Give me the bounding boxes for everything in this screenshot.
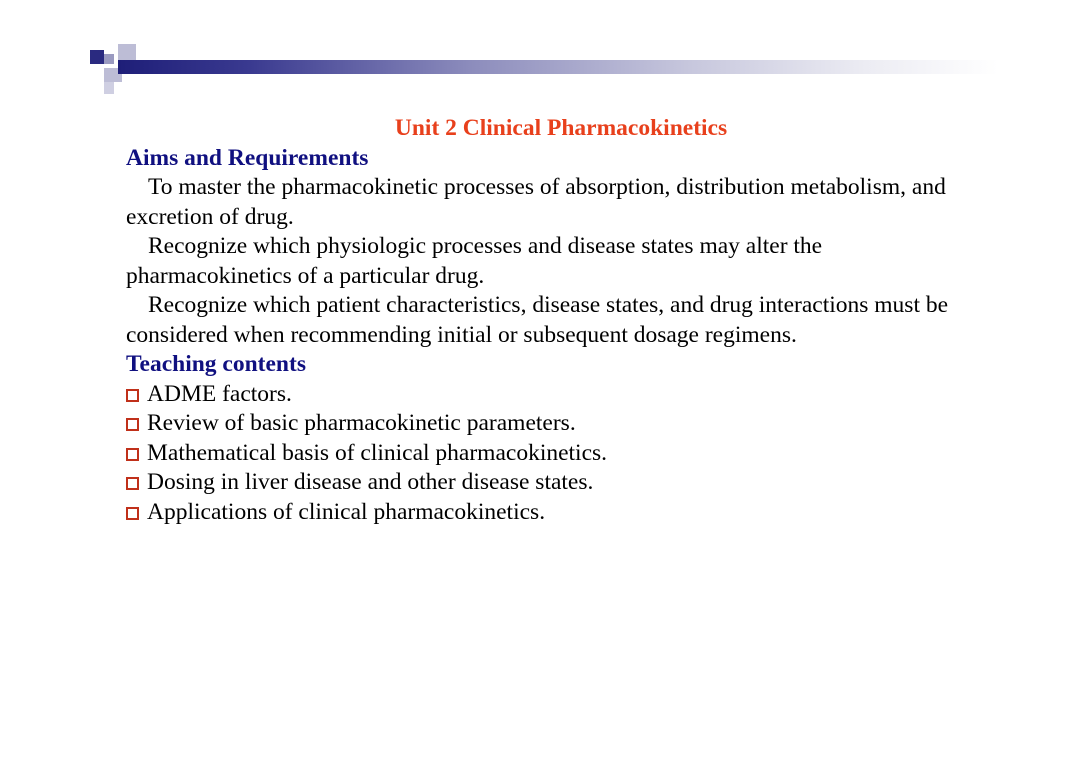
slide-content [126, 114, 956, 527]
hollow-square-icon [126, 448, 139, 461]
aims-paragraph-3: Recognize which patient characteristics, disease states, and drug interactions must be considered when recommending initial or subsequent dosage regimens. [126, 292, 949, 348]
hollow-square-icon [126, 418, 139, 431]
list-item [126, 409, 956, 439]
deco-square-dark [90, 50, 104, 64]
hollow-square-icon [126, 477, 139, 490]
header-gradient-bar [118, 60, 998, 74]
list-item-text: Applications of clinical pharmacokinetics. [147, 498, 546, 525]
deco-square-mid [104, 54, 114, 64]
list-item [126, 380, 956, 410]
list-item-text: Review of basic pharmacokinetic parameters. [147, 410, 576, 436]
list-item [126, 498, 956, 528]
list-item-text: Dosing in liver disease and other disease states. [147, 469, 594, 495]
deco-square-light-3 [104, 82, 114, 94]
aims-heading: Aims and Requirements [126, 144, 369, 171]
aims-paragraph-2: Recognize which physiologic processes and disease states may alter the pharmacokinetics of a particular drug. [126, 233, 823, 289]
teaching-list [126, 380, 956, 528]
hollow-square-icon [126, 507, 139, 520]
list-item [126, 439, 956, 469]
list-item [126, 468, 956, 498]
slide-title: Unit 2 Clinical Pharmacokinetics [394, 115, 728, 141]
teaching-heading: Teaching contents [126, 351, 306, 377]
hollow-square-icon [126, 389, 139, 402]
list-item-text: Mathematical basis of clinical pharmacokinetics. [147, 439, 608, 466]
aims-paragraph-1: To master the pharmacokinetic processes of absorption, distribution metabolism, and excretion of drug. [126, 174, 946, 230]
list-item-text: ADME factors. [147, 380, 292, 407]
